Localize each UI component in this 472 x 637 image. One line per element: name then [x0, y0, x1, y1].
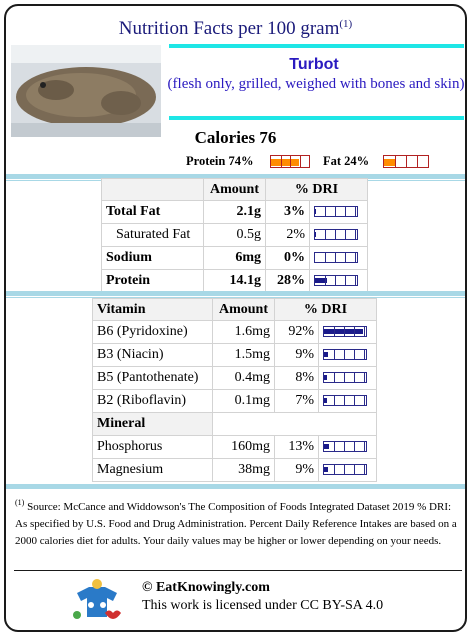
- nutrient-amount: 0.4mg: [213, 367, 275, 390]
- dri-bar-tick: [364, 465, 365, 474]
- dri-bar-tick: [344, 465, 345, 474]
- dri-bar-cell: [310, 224, 368, 247]
- dri-bar-cell: [310, 201, 368, 224]
- nutrient-name: Saturated Fat: [102, 224, 204, 247]
- site-name: © EatKnowingly.com: [142, 580, 270, 595]
- dri-bar-tick: [354, 327, 355, 336]
- footer-divider: [14, 570, 462, 571]
- table-row: [93, 344, 377, 367]
- dri-bar-fill: [324, 467, 328, 472]
- food-photo: [11, 45, 161, 137]
- dri-bar-tick: [335, 253, 336, 262]
- table-row: [102, 224, 368, 247]
- nutrients-table: [101, 178, 368, 293]
- vitamins-header-dri: % DRI: [275, 299, 377, 321]
- dri-bar-tick: [344, 442, 345, 451]
- nutrient-name: B5 (Pantothenate): [93, 367, 213, 390]
- dri-bar-tick: [345, 230, 346, 239]
- dri-bar-tick: [325, 276, 326, 285]
- nutrients-header-name: [102, 179, 204, 201]
- table-row: [93, 321, 377, 344]
- protein-bar-fill: [271, 159, 299, 166]
- nutrient-amount: 1.5mg: [213, 344, 275, 367]
- mineral-header-row: [93, 413, 377, 436]
- section-separator: [6, 484, 465, 489]
- dri-bar-tick: [334, 327, 335, 336]
- food-name: Turbot: [289, 56, 339, 73]
- dri-bar: [314, 252, 358, 263]
- nutrient-name: Sodium: [102, 247, 204, 270]
- dri-bar-tick: [325, 230, 326, 239]
- dri-bar: [323, 441, 367, 452]
- nutrient-dri: 2%: [266, 224, 310, 247]
- nutrient-amount: 14.1g: [204, 270, 266, 293]
- nutrient-amount: 2.1g: [204, 201, 266, 224]
- dri-bar: [323, 372, 367, 383]
- nutrient-dri: 8%: [275, 367, 319, 390]
- protein-bar-tick: [281, 156, 282, 167]
- dri-bar-cell: [319, 321, 377, 344]
- nutrient-name: Total Fat: [102, 201, 204, 224]
- dri-bar-tick: [334, 442, 335, 451]
- dri-bar-tick: [344, 350, 345, 359]
- table-row: [93, 390, 377, 413]
- dri-bar-tick: [355, 207, 356, 216]
- protein-macro-bar: [270, 155, 310, 168]
- dri-bar-tick: [335, 276, 336, 285]
- fat-bar-fill: [384, 159, 395, 166]
- fat-macro-label: Fat 24%: [323, 154, 370, 168]
- accent-bar-top: [169, 44, 464, 48]
- dri-bar-tick: [364, 396, 365, 405]
- dri-bar-tick: [334, 373, 335, 382]
- dri-bar-tick: [334, 465, 335, 474]
- nutrient-amount: 1.6mg: [213, 321, 275, 344]
- nutrient-dri: 9%: [275, 344, 319, 367]
- dri-bar-cell: [319, 390, 377, 413]
- nutrient-dri: 9%: [275, 459, 319, 482]
- footnote-text: Source: McCance and Widdowson's The Composition of Foods Integrated Dataset 2019 % DRI: As specified by U.S. Food and Drug Administration. Percent Daily Reference Intakes are based on a 2000 calories diet for adults. Your daily values may be higher or lower depending on your needs.: [15, 500, 457, 547]
- table-row: [93, 367, 377, 390]
- dri-bar-fill: [324, 444, 329, 449]
- dri-bar-tick: [345, 253, 346, 262]
- nutrient-dri: 0%: [266, 247, 310, 270]
- nutrient-dri: 28%: [266, 270, 310, 293]
- nutrition-card: [4, 4, 467, 632]
- dri-bar-tick: [354, 396, 355, 405]
- dri-bar-tick: [325, 207, 326, 216]
- dri-bar-cell: [319, 459, 377, 482]
- license-text: This work is licensed under CC BY-SA 4.0: [142, 598, 384, 613]
- dri-bar-cell: [310, 270, 368, 293]
- dri-bar: [314, 229, 358, 240]
- nutrient-name: Protein: [102, 270, 204, 293]
- vitamins-header-name: Vitamin: [93, 299, 213, 321]
- dri-bar-tick: [354, 465, 355, 474]
- eatknowingly-logo-icon: [69, 577, 125, 621]
- calories-label: Calories 76: [194, 128, 277, 147]
- dri-bar-tick: [335, 230, 336, 239]
- accent-bar-bottom: [169, 116, 464, 120]
- nutrient-amount: 0.5g: [204, 224, 266, 247]
- nutrients-header-dri: % DRI: [266, 179, 368, 201]
- nutrients-header-amount: Amount: [204, 179, 266, 201]
- table-row: [102, 270, 368, 293]
- protein-macro-label: Protein 74%: [186, 154, 254, 168]
- nutrient-dri: 3%: [266, 201, 310, 224]
- nutrients-header-row: [102, 179, 368, 201]
- dri-bar-tick: [335, 207, 336, 216]
- dri-bar-cell: [310, 247, 368, 270]
- dri-bar-tick: [364, 350, 365, 359]
- dri-bar: [323, 464, 367, 475]
- protein-bar-tick: [300, 156, 301, 167]
- dri-bar-cell: [319, 436, 377, 459]
- dri-bar-fill: [324, 375, 327, 380]
- fat-macro-bar: [383, 155, 429, 168]
- dri-bar-fill: [324, 398, 327, 403]
- dri-bar-tick: [334, 396, 335, 405]
- dri-bar-tick: [355, 253, 356, 262]
- footnote-mark: (1): [15, 498, 25, 507]
- dri-bar-tick: [354, 350, 355, 359]
- nutrient-amount: 160mg: [213, 436, 275, 459]
- title-footnote-mark: (1): [339, 18, 353, 30]
- nutrient-name: B2 (Riboflavin): [93, 390, 213, 413]
- dri-bar-tick: [344, 373, 345, 382]
- protein-bar-tick: [290, 156, 291, 167]
- fat-bar-tick: [395, 156, 396, 167]
- nutrient-name: Phosphorus: [93, 436, 213, 459]
- dri-bar-fill: [315, 209, 316, 214]
- nutrient-amount: 38mg: [213, 459, 275, 482]
- dri-bar-tick: [364, 327, 365, 336]
- vitamins-header-amount: Amount: [213, 299, 275, 321]
- dri-bar: [323, 326, 367, 337]
- nutrient-dri: 7%: [275, 390, 319, 413]
- dri-bar-tick: [354, 373, 355, 382]
- dri-bar: [314, 206, 358, 217]
- dri-bar-tick: [364, 442, 365, 451]
- dri-bar-tick: [345, 207, 346, 216]
- fat-bar-tick: [406, 156, 407, 167]
- dri-bar-cell: [319, 367, 377, 390]
- dri-bar-tick: [325, 253, 326, 262]
- nutrient-dri: 13%: [275, 436, 319, 459]
- fish-image-icon: [11, 45, 161, 137]
- dri-bar-fill: [315, 232, 316, 237]
- mineral-header: Mineral: [93, 413, 213, 436]
- dri-bar: [323, 395, 367, 406]
- fat-bar-tick: [417, 156, 418, 167]
- dri-bar-tick: [345, 276, 346, 285]
- food-description: (flesh only, grilled, weighed with bones and skin): [167, 76, 465, 92]
- nutrient-dri: 92%: [275, 321, 319, 344]
- dri-bar-tick: [334, 350, 335, 359]
- nutrient-name: B6 (Pyridoxine): [93, 321, 213, 344]
- section-separator: [6, 291, 465, 296]
- table-row: [102, 247, 368, 270]
- table-row: [93, 459, 377, 482]
- dri-bar: [314, 275, 358, 286]
- vitamins-header-row: [93, 299, 377, 321]
- dri-bar-tick: [355, 230, 356, 239]
- dri-bar: [323, 349, 367, 360]
- dri-bar-fill: [324, 352, 328, 357]
- footnote: [15, 494, 461, 550]
- nutrient-amount: 0.1mg: [213, 390, 275, 413]
- dri-bar-tick: [354, 442, 355, 451]
- nutrient-amount: 6mg: [204, 247, 266, 270]
- dri-bar-tick: [344, 396, 345, 405]
- dri-bar-tick: [344, 327, 345, 336]
- nutrient-name: B3 (Niacin): [93, 344, 213, 367]
- table-row: [102, 201, 368, 224]
- nutrient-name: Magnesium: [93, 459, 213, 482]
- dri-bar-tick: [355, 276, 356, 285]
- dri-bar-tick: [364, 373, 365, 382]
- dri-bar-cell: [319, 344, 377, 367]
- table-row: [93, 436, 377, 459]
- vitamins-table: [92, 298, 377, 482]
- page-title: Nutrition Facts per 100 gram$^{(1)}$: [118, 18, 353, 40]
